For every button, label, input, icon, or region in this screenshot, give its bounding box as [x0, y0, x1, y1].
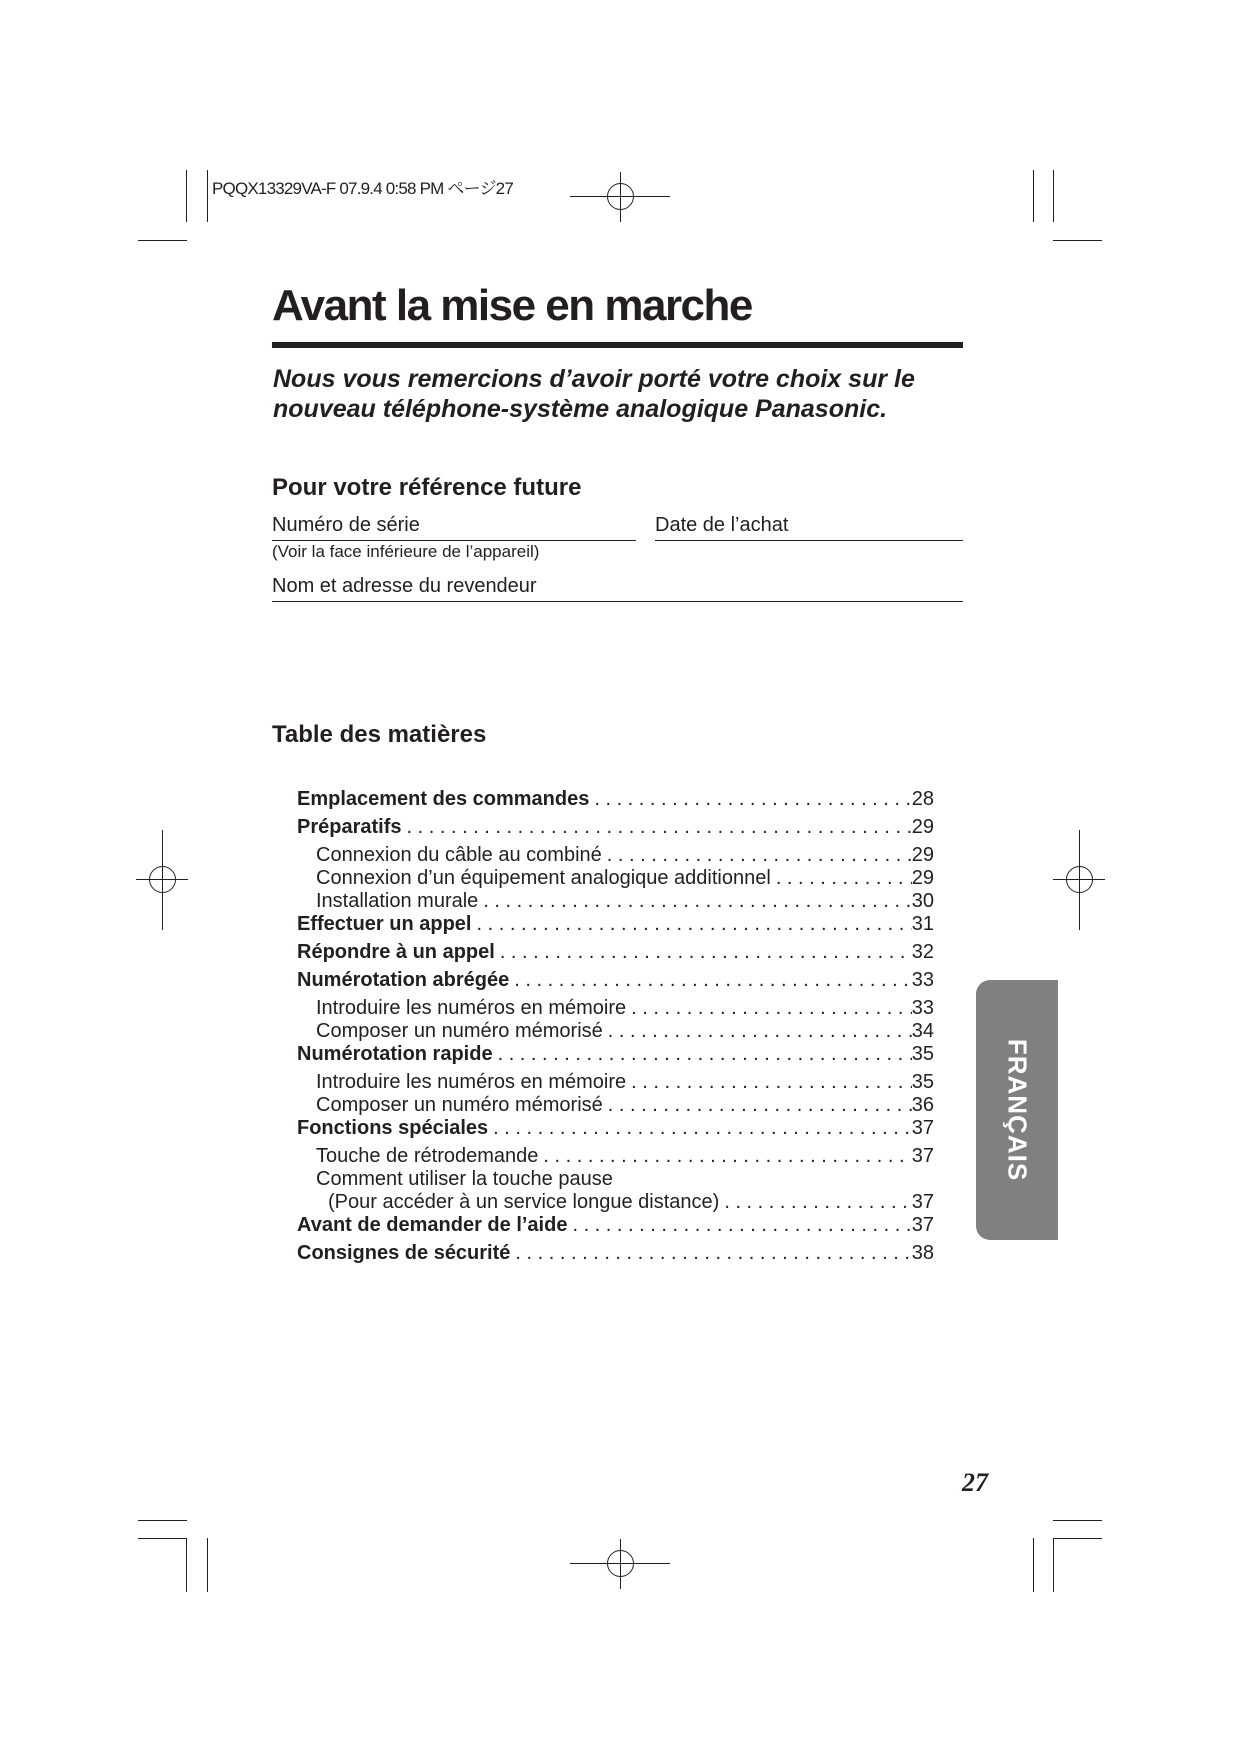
toc-entry-title: Introduire les numéros en mémoire [316, 1071, 627, 1093]
toc-entry-title: Numérotation abrégée [297, 969, 510, 991]
toc-entry-page: 29 [911, 867, 934, 889]
dealer-label: Nom et adresse du revendeur [272, 575, 537, 597]
toc-entry-page: 38 [911, 1242, 934, 1264]
toc-entry[interactable] [297, 788, 934, 816]
toc-entry[interactable] [297, 1043, 934, 1071]
toc-entry-title: Installation murale [316, 890, 479, 912]
toc-subentry[interactable] [297, 1168, 934, 1191]
toc-subentry[interactable] [297, 890, 934, 913]
toc-entry-title: Introduire les numéros en mémoire [316, 997, 627, 1019]
table-of-contents [297, 788, 934, 1270]
toc-entry-page: 34 [911, 1020, 934, 1042]
toc-entry-page: 33 [911, 997, 934, 1019]
toc-entry[interactable] [297, 1242, 934, 1270]
crop-mark [1033, 1538, 1034, 1592]
toc-subentry[interactable] [297, 1145, 934, 1168]
toc-entry-title: Touche de rétrodemande [316, 1145, 539, 1167]
crop-mark [1053, 1538, 1054, 1592]
crop-mark [186, 170, 187, 222]
toc-entry-page: 30 [911, 890, 934, 912]
crop-mark [138, 1520, 187, 1521]
crop-mark [207, 1538, 208, 1592]
serial-number-line [272, 540, 636, 541]
page-title: Avant la mise en marche [272, 281, 752, 330]
title-rule [272, 342, 963, 348]
toc-entry-page: 29 [911, 844, 934, 866]
toc-subentry[interactable] [297, 867, 934, 890]
toc-entry-page: 32 [911, 941, 934, 963]
toc-entry-title: Emplacement des commandes [297, 788, 590, 810]
crop-mark [1053, 1520, 1102, 1521]
crop-mark [186, 1538, 187, 1592]
toc-entry-title: Préparatifs [297, 816, 402, 838]
serial-number-note: (Voir la face inférieure de l’appareil) [272, 542, 540, 561]
toc-entry-title: Répondre à un appel [297, 941, 495, 963]
toc-subentry[interactable] [297, 1020, 934, 1043]
toc-entry-title: Effectuer un appel [297, 913, 472, 935]
crop-mark [1053, 240, 1102, 241]
page-number: 27 [962, 1468, 988, 1497]
toc-entry-page: 35 [911, 1071, 934, 1093]
toc-entry-page: 36 [911, 1094, 934, 1116]
toc-entry[interactable] [297, 941, 934, 969]
toc-entry-title: Composer un numéro mémorisé [316, 1094, 603, 1116]
toc-entry-page: 37 [911, 1191, 934, 1213]
toc-entry-page: 37 [911, 1117, 934, 1139]
print-slug: PQQX13329VA-F 07.9.4 0:58 PM ページ27 [212, 179, 513, 198]
toc-entry-page: 29 [911, 816, 934, 838]
toc-entry-title: Composer un numéro mémorisé [316, 1020, 603, 1042]
crop-mark [207, 170, 208, 222]
toc-entry[interactable] [297, 969, 934, 997]
crop-mark [1053, 170, 1054, 222]
toc-subentry[interactable] [297, 1191, 934, 1214]
toc-entry-page: 31 [911, 913, 934, 935]
toc-heading: Table des matières [272, 721, 487, 748]
crop-mark [138, 240, 187, 241]
toc-subentry[interactable] [297, 1071, 934, 1094]
toc-entry[interactable] [297, 913, 934, 941]
toc-entry-page: 37 [911, 1145, 934, 1167]
toc-entry-title: Connexion du câble au combiné [316, 844, 602, 866]
purchase-date-line [655, 540, 963, 541]
serial-number-label: Numéro de série [272, 514, 420, 536]
toc-subentry[interactable] [297, 997, 934, 1020]
toc-entry-title: Fonctions spéciales [297, 1117, 489, 1139]
reference-heading: Pour votre référence future [272, 474, 582, 501]
toc-entry-page: 37 [911, 1214, 934, 1236]
toc-subentry[interactable] [297, 844, 934, 867]
language-tab-label: FRANÇAIS [1002, 1038, 1033, 1182]
toc-entry-title: (Pour accéder à un service longue distance) [328, 1191, 720, 1213]
toc-entry-title: Consignes de sécurité [297, 1242, 511, 1264]
crop-mark [1033, 170, 1034, 222]
toc-entry[interactable] [297, 816, 934, 844]
dealer-line [272, 601, 963, 602]
toc-entry-page: 35 [911, 1043, 934, 1065]
toc-entry-page: 28 [911, 788, 934, 810]
intro-text: Nous vous remercions d’avoir porté votre choix sur le nouveau téléphone-système analogique Panasonic. [273, 365, 915, 423]
toc-entry-title: Comment utiliser la touche pause [316, 1168, 613, 1190]
toc-entry-title: Numérotation rapide [297, 1043, 493, 1065]
crop-mark [1053, 1538, 1102, 1539]
crop-mark [138, 1538, 187, 1539]
toc-entry[interactable] [297, 1117, 934, 1145]
toc-entry-title: Avant de demander de l’aide [297, 1214, 568, 1236]
toc-entry[interactable] [297, 1214, 934, 1242]
toc-subentry[interactable] [297, 1094, 934, 1117]
toc-entry-title: Connexion d’un équipement analogique additionnel [316, 867, 771, 889]
purchase-date-label: Date de l’achat [655, 514, 789, 536]
toc-entry-page: 33 [911, 969, 934, 991]
